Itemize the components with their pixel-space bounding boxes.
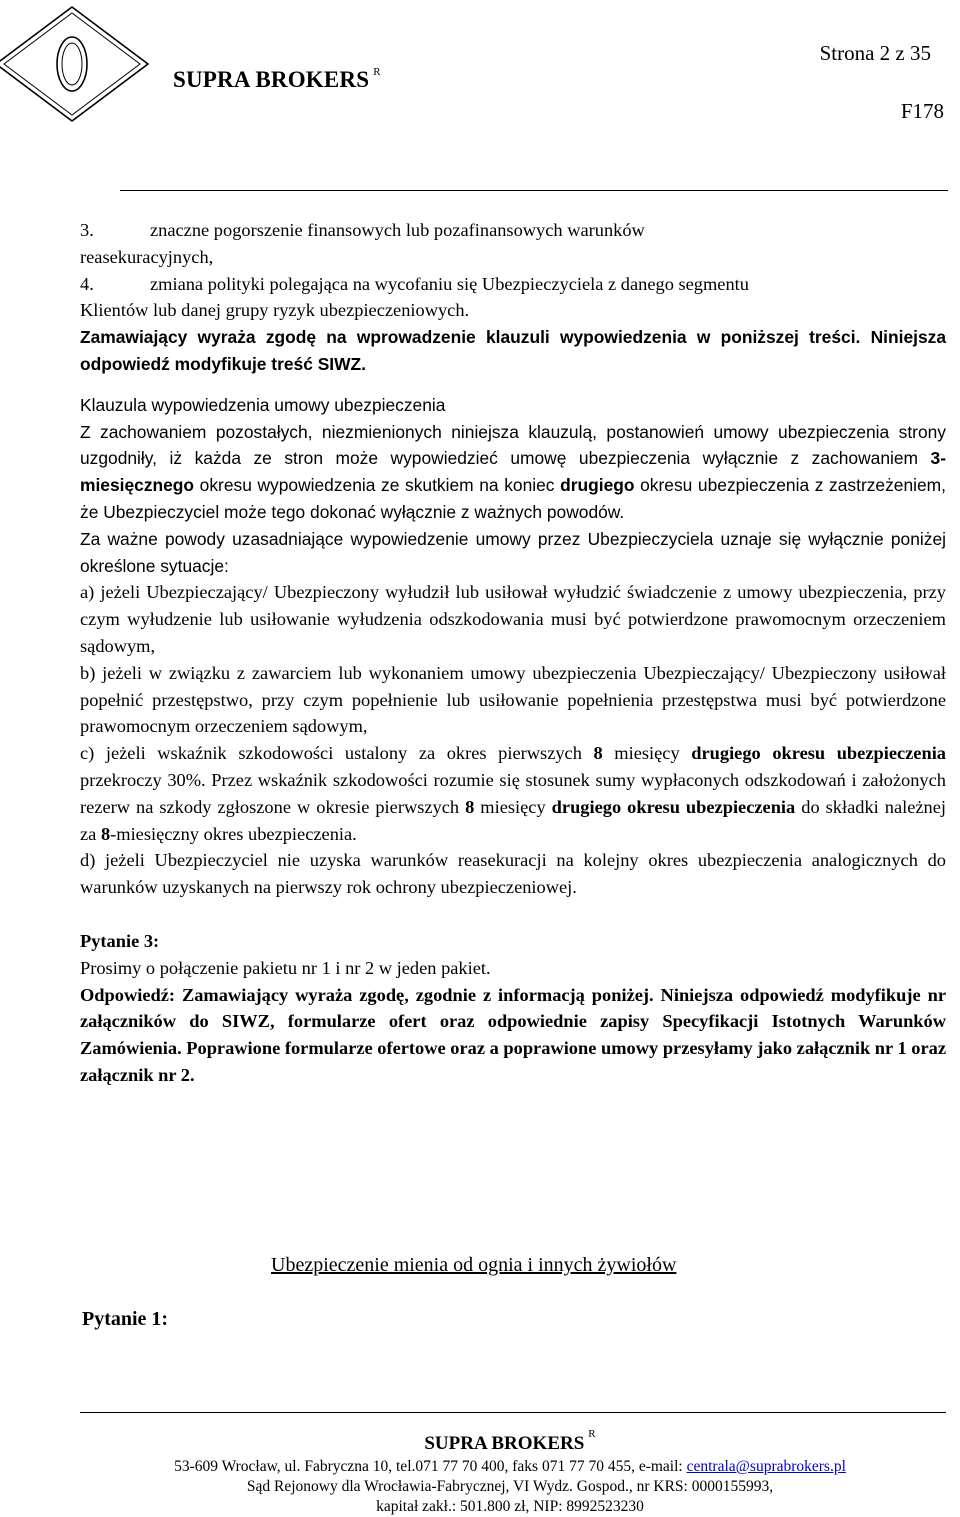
clause-paragraph: Z zachowaniem pozostałych, niezmienionych niniejsza klauzulą, postanowień umowy ubezpieczenia strony uzgodniły, iż każda ze stron może wypowiedzieć umowę ubezpieczenia wyłącznie z zachowaniem 3-miesięcznego okresu wypowiedzenia ze skutkiem na koniec drugiego okresu ubezpieczenia z zastrzeżeniem, że Ubezpieczyciel może tego dokonać wyłącznie z ważnych powodów. <box>80 421 946 522</box>
answer-paragraph: Zamawiający wyraża zgodę na wprowadzenie klauzuli wypowiedzenia w poniższej treści. Niniejsza odpowiedź modyfikuje treść SIWZ. <box>80 327 946 374</box>
supra-brokers-logo <box>0 4 154 124</box>
list-item: 3. znaczne pogorszenie finansowych lub pozafinansowych warunków <box>80 220 645 240</box>
header-divider <box>120 190 948 191</box>
footer-brand: SUPRA BROKERS $^R$ <box>424 1428 596 1454</box>
registered-mark: R <box>373 66 381 78</box>
form-code: F178 <box>900 99 944 123</box>
answer-paragraph: Odpowiedź: Zamawiający wyraża zgodę, zgodnie z informacją poniżej. Niniejsza odpowiedź modyfikuje nr załączników do SIWZ, formularze ofert oraz odpowiednie zapisy Specyfikacji Istotnych Warunków Zamówienia. Poprawione formularze ofertowe oraz a poprawione umowy przesyłamy jako załącznik nr 1 oraz załącznik nr 2. <box>80 984 946 1085</box>
footer <box>0 1421 960 1517</box>
clause-title: Klauzula wypowiedzenia umowy ubezpieczenia <box>80 394 446 415</box>
registered-mark: R <box>588 1428 596 1440</box>
document-body <box>80 217 946 1089</box>
section-title: Ubezpieczenie mienia od ognia i innych żywiołów <box>271 1254 677 1276</box>
list-item-continuation: Klientów lub danej grupy ryzyk ubezpieczeniowych. <box>80 300 470 321</box>
list-item: 4. zmiana polityki polegająca na wycofaniu się Ubezpieczyciela z danego segmentu <box>80 273 749 294</box>
footer-address: 53-609 Wrocław, ul. Fabryczna 10, tel.071 77 70 400, faks 071 77 70 455, e-mail: centrala@suprabrokers.pl <box>174 1458 846 1475</box>
question-label: Pytanie 3: <box>80 930 160 951</box>
question-text: Prosimy o połączenie pakietu nr 1 i nr 2 w jeden pakiet. <box>80 957 491 978</box>
question-label: Pytanie 1: <box>82 1308 169 1330</box>
clause-item-b: b) jeżeli w związku z zawarciem lub wykonaniem umowy ubezpieczenia Ubezpieczający/ Ubezpieczony usiłował popełnić przestępstwo, przy czym popełnienie lub usiłowanie popełnienia przestępstwa musi być potwierdzone prawomocnym orzeczeniem sądowym, <box>80 662 946 737</box>
email-link[interactable]: centrala@suprabrokers.pl <box>686 1458 846 1475</box>
footer-court: Sąd Rejonowy dla Wrocławia-Fabrycznej, VI Wydz. Gospod., nr KRS: 0000155993, <box>246 1478 774 1495</box>
clause-item-c: c) jeżeli wskaźnik szkodowości ustalony za okres pierwszych 8 miesięcy drugiego okresu ubezpieczenia przekroczy 30%. Przez wskaźnik szkodowości rozumie się stosunek sumy wypłaconych odszkodowań i założonych rezerw na szkody zgłoszone w okresie pierwszych 8 miesięcy drugiego okresu ubezpieczenia do składki należnej za 8-miesięczny okres ubezpieczenia. <box>80 743 947 844</box>
page-number: Strona 2 z 35 <box>819 41 931 65</box>
clause-item-d: d) jeżeli Ubezpieczyciel nie uzyska warunków reasekuracji na kolejny okres ubezpieczenia analogicznych do warunków uzyskanych na pierwszy rok ochrony ubezpieczeniowej. <box>80 850 946 898</box>
header-brand: SUPRA BROKERS $^R$ <box>173 66 381 92</box>
clause-paragraph: Za ważne powody uzasadniające wypowiedzenie umowy przez Ubezpieczyciela uznaje się wyłącznie poniżej określone sytuacje: <box>80 528 946 576</box>
list-item-continuation: reasekuracyjnych, <box>80 246 214 267</box>
clause-item-a: a) jeżeli Ubezpieczający/ Ubezpieczony wyłudził lub usiłował wyłudzić świadczenie z umowy ubezpieczenia, przy czym wyłudzenie lub usiłowanie wyłudzenia odszkodowania musi być potwierdzone prawomocnym orzeczeniem sądowym, <box>80 582 946 656</box>
footer-capital: kapitał zakł.: 501.800 zł, NIP: 8992523230 <box>376 1498 644 1515</box>
footer-divider <box>80 1412 946 1413</box>
